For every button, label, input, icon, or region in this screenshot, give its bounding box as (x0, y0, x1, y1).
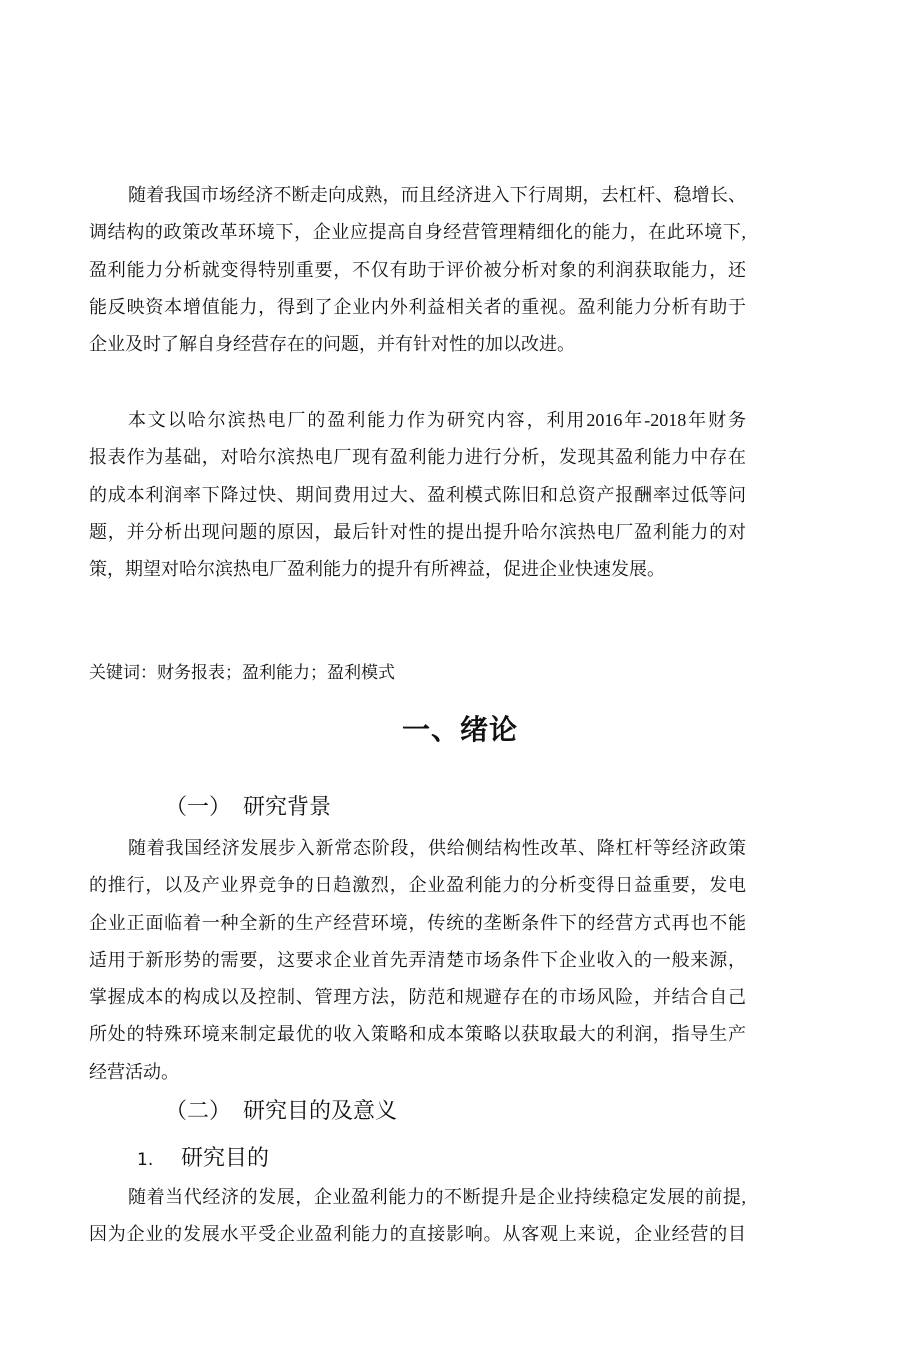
text-line: 盈利能力分析就变得特别重要，不仅有助于评价被分析对象的利润获取能力，还 (89, 259, 746, 280)
text-line: 适用于新形势的需要，这要求企业首先弄清楚市场条件下企业收入的一般来源， (89, 949, 746, 970)
background-paragraph (89, 830, 746, 1091)
abstract-paragraph-2 (89, 402, 746, 588)
abstract-paragraph-1 (89, 177, 746, 363)
text-line: 题，并分析出现问题的原因，最后针对性的提出提升哈尔滨热电厂盈利能力的对 (89, 521, 746, 542)
subsection-number: 1. (137, 1150, 154, 1170)
text-line: 随着当代经济的发展，企业盈利能力的不断提升是企业持续稳定发展的前提, (128, 1187, 746, 1207)
section-number: （一） (165, 795, 232, 820)
section-heading-background (165, 793, 331, 823)
section-title: 研究目的及意义 (243, 1099, 398, 1124)
text-line: 调结构的政策改革环境下，企业应提高自身经营管理精细化的能力，在此环境下, (89, 222, 746, 243)
text-line: 所处的特殊环境来制定最优的收入策略和成本策略以获取最大的利润，指导生产 (89, 1024, 746, 1045)
keywords: 关键词：财务报表；盈利能力；盈利模式 (89, 663, 395, 682)
text-line: 因为企业的发展水平受企业盈利能力的直接影响。从客观上来说，企业经营的目 (89, 1224, 746, 1245)
text-line: 的推行，以及产业界竞争的日趋激烈，企业盈利能力的分析变得日益重要，发电 (89, 875, 746, 896)
text-line: 掌握成本的构成以及控制、管理方法，防范和规避存在的市场风险，并结合自己 (89, 987, 746, 1008)
subsection-title: 研究目的 (181, 1146, 270, 1171)
section-heading-purpose (165, 1097, 397, 1127)
text-line: 随着我国市场经济不断走向成熟，而且经济进入下行周期，去杠杆、稳增长、 (128, 185, 746, 205)
text-line: 企业及时了解自身经营存在的问题，并有针对性的加以改进。 (89, 334, 575, 355)
subsection-heading (137, 1144, 269, 1175)
chapter-title: 一、绪论 (401, 713, 518, 746)
text-line: 企业正面临着一种全新的生产经营环境，传统的垄断条件下的经营方式再也不能 (89, 912, 746, 933)
section-title: 研究背景 (243, 795, 332, 820)
text-line: 本文以哈尔滨热电厂的盈利能力作为研究内容，利用2016年-2018年财务 (128, 410, 746, 430)
text-line: 的成本利润率下降过快、期间费用过大、盈利模式陈旧和总资产报酬率过低等问 (89, 484, 746, 505)
text-line: 报表作为基础，对哈尔滨热电厂现有盈利能力进行分析，发现其盈利能力中存在 (89, 447, 746, 468)
text-line: 能反映资本增值能力，得到了企业内外利益相关者的重视。盈利能力分析有助于 (89, 296, 746, 317)
purpose-paragraph (89, 1179, 746, 1254)
text-line: 策，期望对哈尔滨热电厂盈利能力的提升有所裨益，促进企业快速发展。 (89, 559, 665, 580)
text-line: 随着我国经济发展步入新常态阶段，供给侧结构性改革、降杠杆等经济政策 (128, 838, 746, 858)
section-number: （二） (165, 1099, 232, 1124)
text-line: 经营活动。 (89, 1061, 179, 1082)
